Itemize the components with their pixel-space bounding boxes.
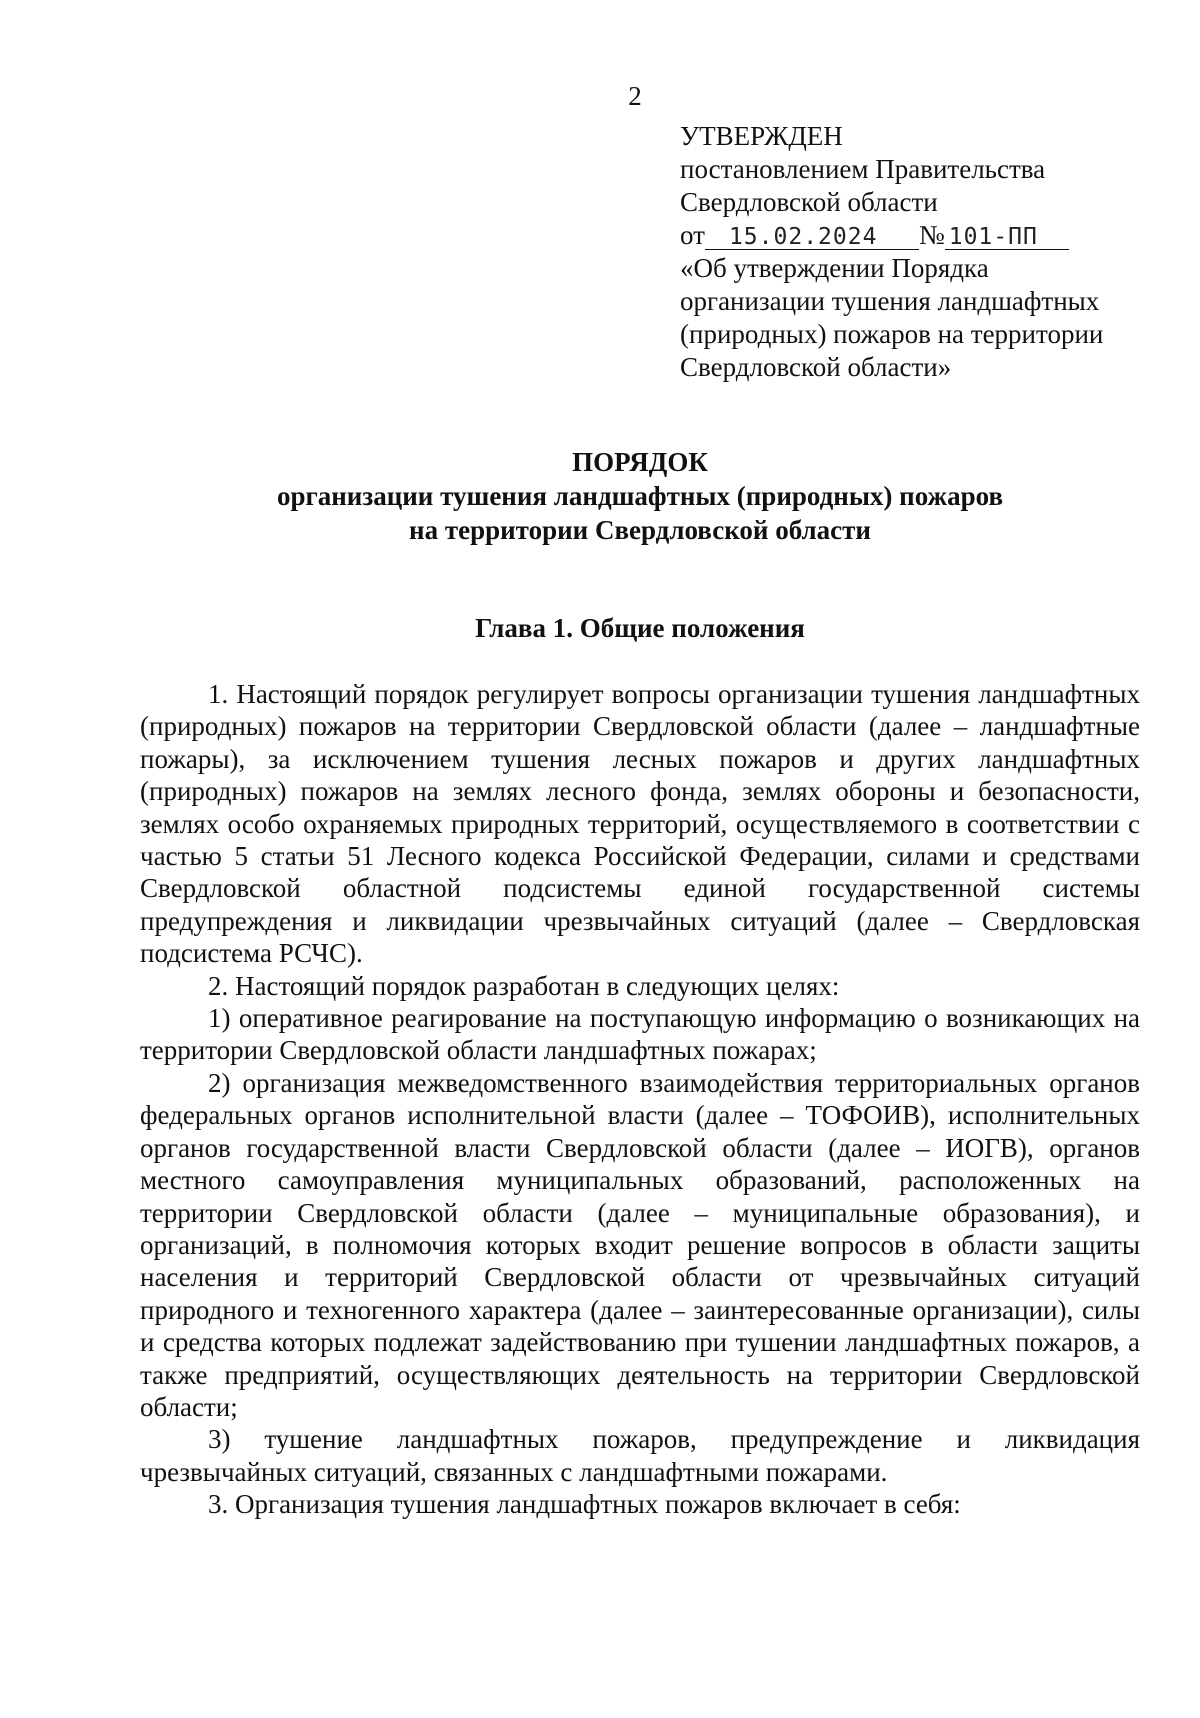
- paragraph-2: 2. Настоящий порядок разработан в следующих целях:: [208, 970, 840, 1001]
- number-prefix: №: [918, 220, 945, 250]
- number-field: [945, 223, 1069, 250]
- chapter-heading: Глава 1. Общие положения: [475, 613, 805, 643]
- approval-title-line-1: «Об утверждении Порядка: [680, 253, 989, 283]
- number-value: 101-ПП: [948, 224, 1038, 250]
- document-subtitle-line-2: на территории Свердловской области: [409, 515, 871, 545]
- paragraph-2-item-3: 3) тушение ландшафтных пожаров, предупреждение и ликвидация чрезвычайных ситуаций, связанных с ландшафтными пожарами.: [140, 1424, 1140, 1487]
- approval-title-line-2: организации тушения ландшафтных: [680, 286, 1100, 316]
- approval-line-2: Свердловской области: [680, 187, 938, 217]
- approval-title-line-3: (природных) пожаров на территории: [680, 319, 1104, 349]
- document-title: ПОРЯДОК: [572, 447, 708, 477]
- date-value: 15.02.2024: [728, 224, 878, 250]
- body-text: [140, 678, 1140, 1521]
- paragraph-3: 3. Организация тушения ландшафтных пожаров включает в себя:: [208, 1489, 961, 1520]
- approval-title-line-4: Свердловской области»: [680, 352, 952, 382]
- approval-block: [680, 120, 1180, 384]
- document-subtitle-line-1: организации тушения ландшафтных (природных) пожаров: [276, 481, 1004, 511]
- approval-heading: УТВЕРЖДЕН: [680, 121, 843, 151]
- paragraph-2-item-1: 1) оперативное реагирование на поступающую информацию о возникающих на территории Свердловской области ландшафтных пожарах;: [140, 1003, 1140, 1066]
- page-number: 2: [628, 81, 642, 111]
- paragraph-2-item-2: 2) организация межведомственного взаимодействия территориальных органов федеральных органов исполнительной власти (далее – ТОФОИВ), исполнительных органов государственной власти Свердловской области (далее – ИОГВ), органов местного самоуправления муниципальных образований, расположенных на территории Свердловской области (далее – муниципальные образования), и организаций, в полномочия которых входит решение вопросов в области защиты населения и территорий Свердловской области от чрезвычайных ситуаций природного и техногенного характера (далее – заинтересованные организации), силы и средства которых подлежат задействованию при тушении ландшафтных пожаров, а также предприятий, осуществляющих деятельность на территории Свердловской области;: [140, 1067, 1140, 1422]
- approval-date-line: [680, 219, 1180, 252]
- date-prefix: от: [680, 220, 705, 250]
- date-field: [705, 223, 919, 250]
- paragraph-1: 1. Настоящий порядок регулирует вопросы организации тушения ландшафтных (природных) пожаров на территории Свердловской области (далее – ландшафтные пожары), за исключением тушения лесных пожаров и других ландшафтных (природных) пожаров на землях лесного фонда, землях обороны и безопасности, землях особо охраняемых природных территорий, осуществляемого в соответствии с частью 5 статьи 51 Лесного кодекса Российской Федерации, силами и средствами Свердловской областной подсистемы единой государственной системы предупреждения и ликвидации чрезвычайных ситуаций (далее – Свердловская подсистема РСЧС).: [140, 679, 1140, 969]
- approval-line-1: постановлением Правительства: [680, 154, 1046, 184]
